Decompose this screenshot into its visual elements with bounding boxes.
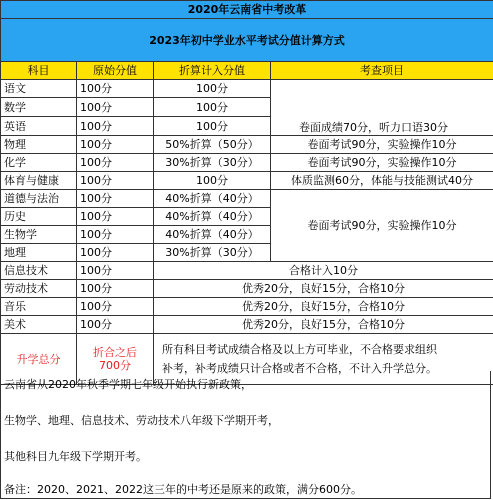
merged-cell: 优秀20分，良好15分，合格10分: [154, 298, 493, 316]
header-converted-score: 折算计入分值: [154, 62, 271, 80]
converted-cell: 50%折算（50分）: [154, 136, 271, 154]
converted-cell: 100分: [154, 172, 271, 190]
total-converted-line2: 700分: [99, 359, 131, 372]
note-line: 其他科目九年级下学期开考。: [4, 450, 147, 463]
title-row: [1, 1, 493, 19]
converted-cell: 30%折算（30分）: [154, 154, 271, 172]
converted-cell: 100分: [154, 117, 271, 136]
raw-cell: 100分: [77, 244, 154, 262]
exam-cell: 卷面考试90分，实验操作10分: [271, 190, 493, 262]
table-row: [1, 80, 493, 98]
raw-cell: 100分: [77, 172, 154, 190]
raw-cell: 100分: [77, 316, 154, 334]
raw-cell: 100分: [77, 136, 154, 154]
merged-cell: 合格计入10分: [154, 262, 493, 280]
raw-cell: 100分: [77, 280, 154, 298]
raw-cell: 100分: [77, 298, 154, 316]
table-subtitle: 2023年初中学业水平考试分值计算方式: [1, 19, 493, 62]
subject-cell: 物理: [1, 136, 77, 154]
table-row: [1, 136, 493, 154]
raw-cell: 100分: [77, 117, 154, 136]
total-label: 升学总分: [1, 334, 77, 385]
subject-cell: 美术: [1, 316, 77, 334]
table-row: [1, 316, 493, 334]
table-row: [1, 298, 493, 316]
subject-cell: 信息技术: [1, 262, 77, 280]
table-row: [1, 154, 493, 172]
converted-cell: 100分: [154, 80, 271, 98]
table-row: [1, 262, 493, 280]
merged-cell: 优秀20分，良好15分，合格10分: [154, 316, 493, 334]
exam-cell: 卷面考试90分，实验操作10分: [271, 136, 493, 154]
header-exam-items: 考查项目: [271, 62, 493, 80]
subject-cell: 劳动技术: [1, 280, 77, 298]
note-line: 云南省从2020年秋季学期七年级开始执行新政策，: [4, 378, 252, 391]
subject-cell: 语文: [1, 80, 77, 98]
raw-cell: 100分: [77, 208, 154, 226]
subject-cell: 音乐: [1, 298, 77, 316]
note-line: 生物学、地理、信息技术、劳动技术八年级下学期开考，: [4, 414, 279, 427]
raw-cell: 100分: [77, 226, 154, 244]
total-converted-line1: 折合之后: [93, 346, 137, 359]
exam-cell: 卷面成绩70分，听力口语30分: [271, 80, 493, 136]
remark-line: 备注：2020、2021、2022这三年的中考还是原来的政策，满分600分。: [4, 483, 362, 496]
table-row: [1, 280, 493, 298]
converted-cell: 40%折算（40分）: [154, 208, 271, 226]
merged-cell: 优秀20分，良好15分，合格10分: [154, 280, 493, 298]
subject-cell: 历史: [1, 208, 77, 226]
raw-cell: 100分: [77, 98, 154, 117]
converted-cell: 40%折算（40分）: [154, 226, 271, 244]
subject-cell: 道德与法治: [1, 190, 77, 208]
subject-cell: 生物学: [1, 226, 77, 244]
table-row: [1, 172, 493, 190]
converted-cell: 40%折算（40分）: [154, 190, 271, 208]
subtitle-row: [1, 19, 493, 62]
raw-cell: 100分: [77, 262, 154, 280]
header-raw-score: 原始分值: [77, 62, 154, 80]
subject-cell: 化学: [1, 154, 77, 172]
converted-cell: 30%折算（30分）: [154, 244, 271, 262]
policy-notes: [0, 371, 491, 499]
converted-cell: 100分: [154, 98, 271, 117]
subject-cell: 英语: [1, 117, 77, 136]
table-row: [1, 190, 493, 208]
raw-cell: 100分: [77, 154, 154, 172]
header-subject: 科目: [1, 62, 77, 80]
graduation-note-line2: 补考，补考成绩只计合格或者不合格，不计入升学总分。: [162, 362, 437, 375]
raw-cell: 100分: [77, 190, 154, 208]
exam-cell: 卷面考试90分，实验操作10分: [271, 154, 493, 172]
subject-cell: 地理: [1, 244, 77, 262]
exam-cell: 体质监测60分，体能与技能测试40分: [271, 172, 493, 190]
raw-cell: 100分: [77, 80, 154, 98]
subject-cell: 数学: [1, 98, 77, 117]
table-title: 2020年云南省中考改革: [1, 1, 493, 19]
subject-cell: 体育与健康: [1, 172, 77, 190]
graduation-note-line1: 所有科目考试成绩合格及以上方可毕业，不合格要求组织: [162, 343, 437, 356]
header-row: [1, 62, 493, 80]
